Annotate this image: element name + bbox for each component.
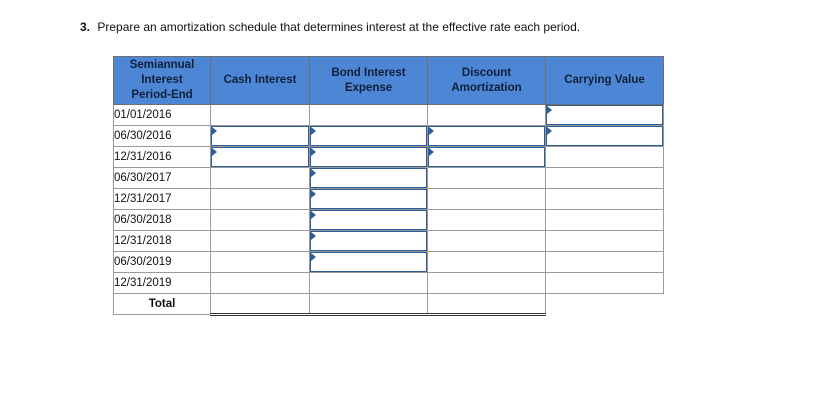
header-discount-amortization <box>428 57 546 105</box>
empty-cell <box>546 273 664 294</box>
discount-amortization-cell[interactable] <box>428 126 546 147</box>
table-row <box>114 231 664 252</box>
carrying-value-input[interactable] <box>547 127 662 145</box>
total-discount-amortization-cell[interactable] <box>428 294 546 315</box>
empty-cell <box>428 231 546 252</box>
empty-cell <box>211 231 310 252</box>
discount-amortization-input[interactable] <box>429 127 544 145</box>
header-cash-interest: Cash Interest <box>211 57 310 105</box>
row-date: 12/31/2019 <box>114 273 211 294</box>
bond-interest-expense-cell[interactable] <box>310 126 428 147</box>
table-header-row <box>114 57 664 105</box>
row-date: 01/01/2016 <box>114 105 211 126</box>
empty-cell <box>211 168 310 189</box>
question-number: 3. <box>80 20 91 34</box>
header-discount-line2: Amortization <box>451 81 522 94</box>
amortization-schedule-table <box>113 56 664 316</box>
total-cash-interest-cell[interactable] <box>211 294 310 315</box>
header-discount-line1: Discount <box>461 66 512 79</box>
cash-interest-cell[interactable] <box>211 147 310 168</box>
header-carrying-value: Carrying Value <box>546 57 664 105</box>
bond-interest-expense-cell[interactable] <box>310 189 428 210</box>
table-row <box>114 210 664 231</box>
bond-interest-expense-input[interactable] <box>311 190 426 208</box>
empty-cell <box>546 231 664 252</box>
bond-interest-expense-input[interactable] <box>311 232 426 250</box>
cash-interest-input[interactable] <box>212 127 308 145</box>
empty-cell <box>211 273 310 294</box>
bond-interest-expense-cell[interactable] <box>310 231 428 252</box>
row-date: 12/31/2016 <box>114 147 211 168</box>
empty-cell <box>211 252 310 273</box>
table-row <box>114 168 664 189</box>
carrying-value-input-wrapper <box>546 126 663 146</box>
bond-interest-expense-input-wrapper <box>310 168 427 188</box>
row-date: 06/30/2016 <box>114 126 211 147</box>
cash-interest-input[interactable] <box>212 148 308 166</box>
table-row <box>114 126 664 147</box>
header-period-end <box>114 57 211 105</box>
bond-interest-expense-input[interactable] <box>311 169 426 187</box>
bond-interest-expense-input-wrapper <box>310 147 427 167</box>
bond-interest-expense-input[interactable] <box>311 253 426 271</box>
bond-interest-expense-cell[interactable] <box>310 252 428 273</box>
cash-interest-input-wrapper <box>211 126 309 146</box>
empty-cell <box>211 105 310 126</box>
bond-interest-expense-input-wrapper <box>310 231 427 251</box>
table-row <box>114 147 664 168</box>
table-row <box>114 252 664 273</box>
empty-cell <box>546 210 664 231</box>
empty-cell <box>310 273 428 294</box>
empty-cell <box>546 147 664 168</box>
empty-cell <box>546 189 664 210</box>
empty-cell <box>546 294 664 315</box>
carrying-value-cell[interactable] <box>546 105 664 126</box>
row-date: 12/31/2017 <box>114 189 211 210</box>
header-bond-line1: Bond Interest <box>331 66 406 79</box>
question-text: Prepare an amortization schedule that determines interest at the effective rate each period. <box>97 20 581 34</box>
total-label: Total <box>114 294 211 315</box>
bond-interest-expense-cell[interactable] <box>310 210 428 231</box>
header-period-line3: Period-End <box>131 89 193 101</box>
bond-interest-expense-input[interactable] <box>311 127 426 145</box>
carrying-value-cell[interactable] <box>546 126 664 147</box>
empty-cell <box>428 252 546 273</box>
empty-cell <box>546 252 664 273</box>
bond-interest-expense-input-wrapper <box>310 252 427 272</box>
carrying-value-input-wrapper <box>546 105 663 125</box>
empty-cell <box>428 210 546 231</box>
empty-cell <box>310 105 428 126</box>
question-prompt <box>80 20 580 34</box>
row-date: 06/30/2019 <box>114 252 211 273</box>
empty-cell <box>428 105 546 126</box>
header-bond-interest-expense <box>310 57 428 105</box>
empty-cell <box>211 189 310 210</box>
empty-cell <box>546 168 664 189</box>
carrying-value-input[interactable] <box>547 106 662 124</box>
bond-interest-expense-input-wrapper <box>310 189 427 209</box>
bond-interest-expense-input[interactable] <box>311 211 426 229</box>
bond-interest-expense-cell[interactable] <box>310 168 428 189</box>
discount-amortization-input-wrapper <box>428 126 545 146</box>
row-date: 06/30/2017 <box>114 168 211 189</box>
header-period-line2: Interest <box>141 74 183 86</box>
header-period-line1: Semiannual <box>129 59 195 71</box>
empty-cell <box>428 189 546 210</box>
table-row <box>114 273 664 294</box>
total-row <box>114 294 664 315</box>
empty-cell <box>428 168 546 189</box>
cash-interest-cell[interactable] <box>211 126 310 147</box>
discount-amortization-cell[interactable] <box>428 147 546 168</box>
bond-interest-expense-cell[interactable] <box>310 147 428 168</box>
discount-amortization-input[interactable] <box>429 148 544 166</box>
table-row <box>114 105 664 126</box>
header-bond-line2: Expense <box>344 81 393 94</box>
bond-interest-expense-input-wrapper <box>310 210 427 230</box>
empty-cell <box>428 273 546 294</box>
row-date: 12/31/2018 <box>114 231 211 252</box>
bond-interest-expense-input[interactable] <box>311 148 426 166</box>
cash-interest-input-wrapper <box>211 147 309 167</box>
table-row <box>114 189 664 210</box>
row-date: 06/30/2018 <box>114 210 211 231</box>
discount-amortization-input-wrapper <box>428 147 545 167</box>
empty-cell <box>211 210 310 231</box>
bond-interest-expense-input-wrapper <box>310 126 427 146</box>
total-bond-interest-expense-cell[interactable] <box>310 294 428 315</box>
